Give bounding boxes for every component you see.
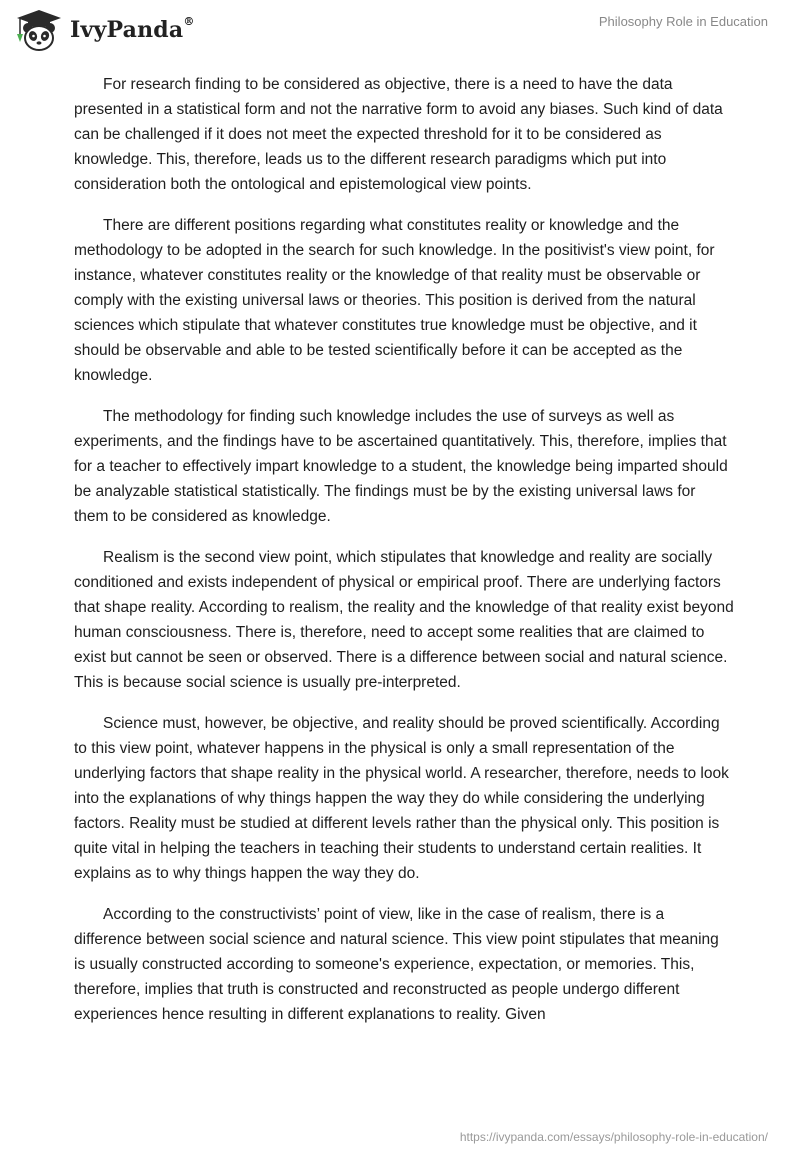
document-title: Philosophy Role in Education: [598, 14, 768, 29]
page-header: [0, 0, 800, 60]
paragraph: Science must, however, be objective, and reality should be proved scientifically. According to this view point, whatever happens in the physical is only a small representation of the underlying factors that shape reality in the physical world. A researcher, therefore, needs to look into the explanations of why things happen the way they do while considering the underlying factors. Reality must be studied at different levels rather than the physical only. This position is quite vital in helping the teachers in teaching their students to understand certain realities. It explains as to why things happen the way they do.: [74, 715, 729, 882]
essay-body: [74, 72, 734, 1043]
source-url[interactable]: https://ivypanda.com/essays/philosophy-role-in-education/: [459, 1130, 768, 1144]
brand-name: IvyPanda®: [70, 15, 195, 43]
paragraph: There are different positions regarding what constitutes reality or knowledge and the methodology to be adopted in the search for such knowledge. In the positivist's view point, for instance, whatever constitutes reality or the knowledge of that reality must be observable or comply with the existing universal laws or theories. This position is derived from the natural sciences which stipulate that whatever constitutes true knowledge must be objective, and it should be observable and able to be tested scientifically before it can be accepted as the knowledge.: [74, 217, 715, 384]
ivypanda-logo[interactable]: [14, 8, 195, 52]
paragraph: The methodology for finding such knowledge includes the use of surveys as well as experiments, and the findings have to be ascertained quantitatively. This, therefore, implies that for a teacher to effectively impart knowledge to a student, the knowledge being imparted should be analyzable statistical statistically. The findings must be by the existing universal laws for them to be considered as knowledge.: [74, 408, 728, 525]
paragraph: For research finding to be considered as objective, there is a need to have the data presented in a statistical form and not the narrative form to avoid any biases. Such kind of data can be challenged if it does not meet the expected threshold for it to be considered as knowledge. This, therefore, leads us to the different research paradigms which put into consideration both the ontological and epistemological view points.: [74, 76, 723, 193]
paragraph: Realism is the second view point, which stipulates that knowledge and reality are socially conditioned and exists independent of physical or empirical proof. There are underlying factors that shape reality. According to realism, the reality and the knowledge of that reality exist beyond human consciousness. There is, therefore, need to accept some realities that are claimed to exist but cannot be seen or observed. There is a difference between social and natural science. This is because social science is usually pre-interpreted.: [74, 549, 734, 691]
paragraph: According to the constructivists’ point of view, like in the case of realism, there is a difference between social science and natural science. This view point stipulates that meaning is usually constructed according to someone's experience, expectation, or memories. This, therefore, implies that truth is constructed and reconstructed as people undergo different experiences hence resulting in different explanations to reality. Given: [74, 906, 719, 1023]
registered-mark: ®: [183, 15, 195, 28]
panda-icon: [14, 8, 64, 52]
